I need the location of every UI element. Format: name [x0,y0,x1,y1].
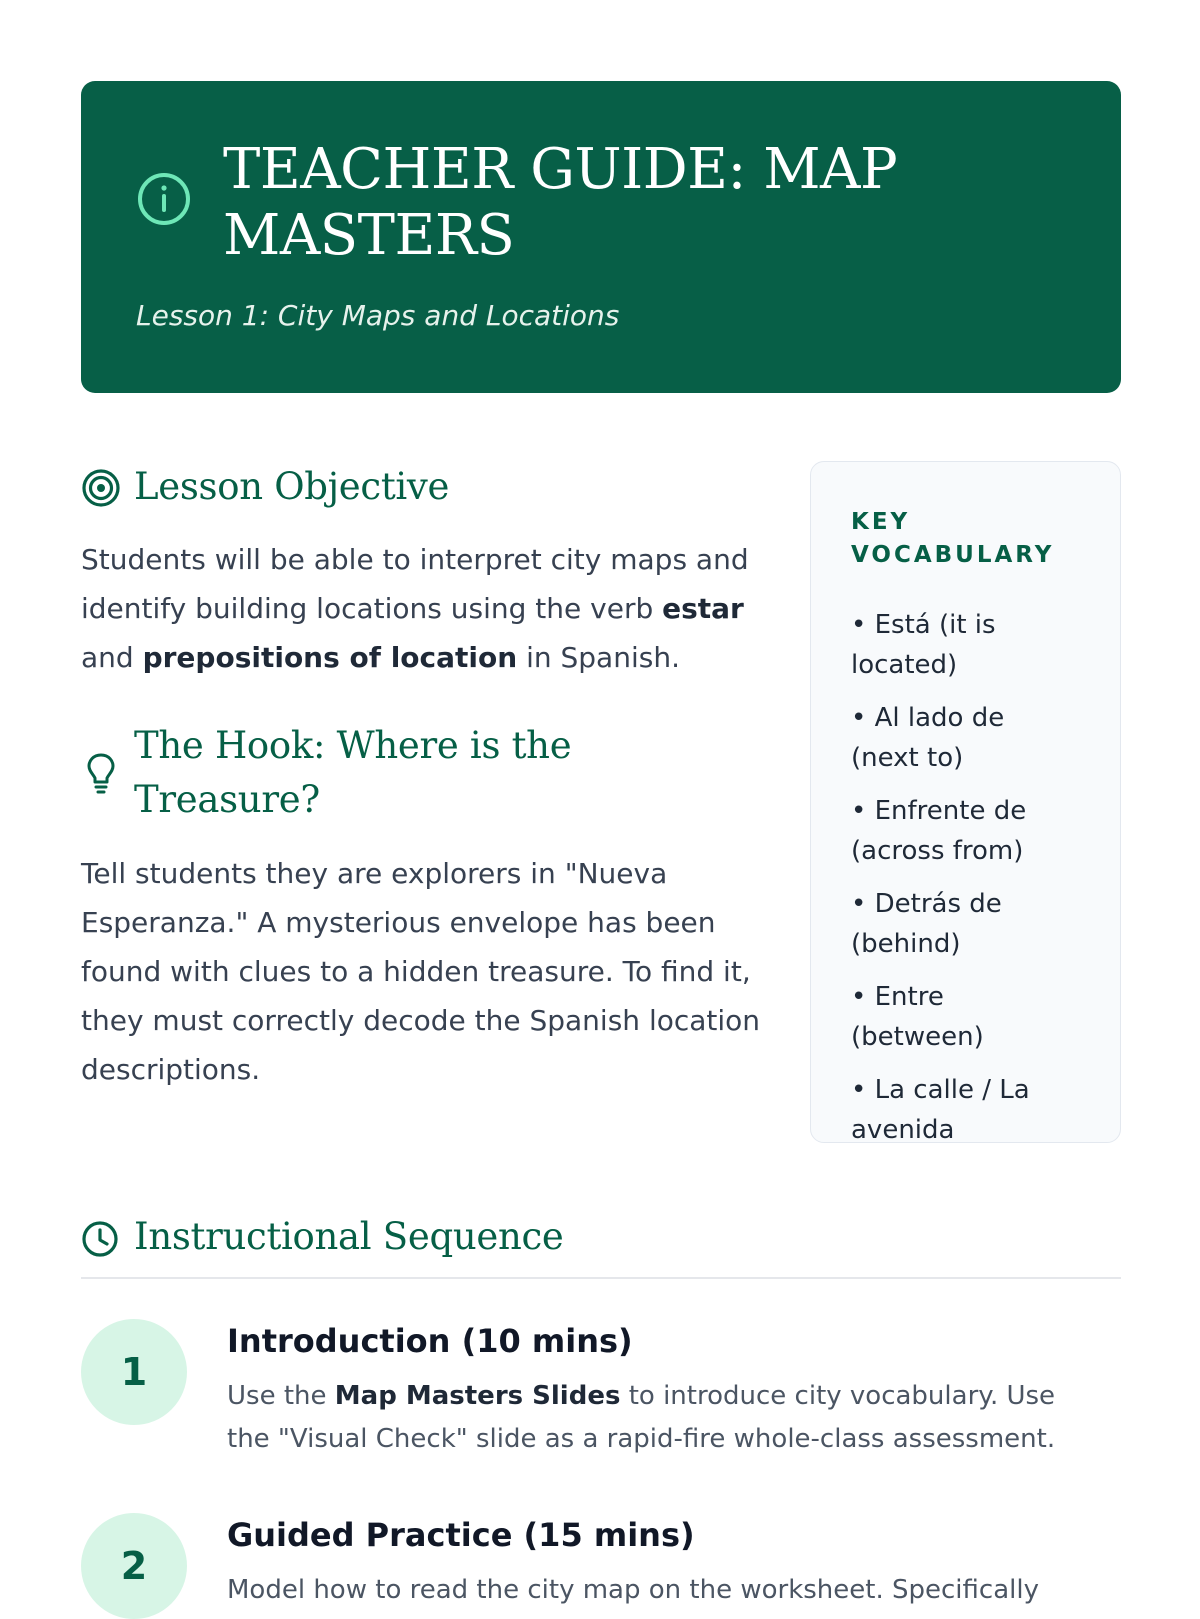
sequence-heading: Instructional Sequence [134,1215,564,1258]
vocab-item: • Detrás de (behind) [851,884,1080,964]
vocabulary-card [810,461,1121,1143]
page-title: TEACHER GUIDE: MAP MASTERS [223,137,898,268]
hook-heading: The Hook: Where is the Treasure? [134,724,572,821]
vocabulary-heading: KEY VOCABULARY [851,509,1055,568]
lesson-subtitle: Lesson 1: City Maps and Locations [136,299,620,332]
vocab-item: • Al lado de (next to) [851,698,1080,778]
vocab-item: • Enfrente de (across from) [851,791,1080,871]
vocab-item: • Entre (between) [851,977,1080,1057]
lightbulb-icon [84,752,118,794]
objective-keyword-estar: estar [662,592,744,625]
objective-heading: Lesson Objective [134,465,450,508]
objective-text [81,535,771,682]
clock-icon [81,1220,119,1258]
objective-text-part: and [81,641,143,674]
vocabulary-list [851,605,1080,1150]
vocab-item: • La calle / La avenida [851,1070,1080,1150]
info-icon [136,171,192,227]
step-title: Guided Practice (15 mins) [227,1516,695,1554]
step-text-part: to introduce city vocabulary. Use the "Visual Check" slide as a rapid-fire whole-class assessment. [227,1381,1056,1454]
vocab-item: • Está (it is located) [851,605,1080,685]
header-banner [81,81,1121,393]
step-description: Model how to read the city map on the worksheet. Specifically [227,1575,1039,1605]
objective-text-part: Students will be able to interpret city maps and identify building locations using the verb [81,543,749,625]
section-divider [81,1277,1121,1279]
target-icon [81,468,121,508]
step-text-part: Use the [227,1381,335,1411]
step-keyword-slides: Map Masters Slides [334,1381,621,1411]
step-number-badge: 2 [81,1513,187,1619]
step-number-badge: 1 [81,1319,187,1425]
objective-keyword-prepositions: prepositions of location [142,641,518,674]
step-title: Introduction (10 mins) [227,1322,633,1360]
step-description [227,1375,1087,1461]
hook-text: Tell students they are explorers in "Nueva Esperanza." A mysterious envelope has been found with clues to a hidden treasure. To find it, they must correctly decode the Spanish location descriptions. [81,857,761,1086]
objective-text-part: in Spanish. [517,641,680,674]
